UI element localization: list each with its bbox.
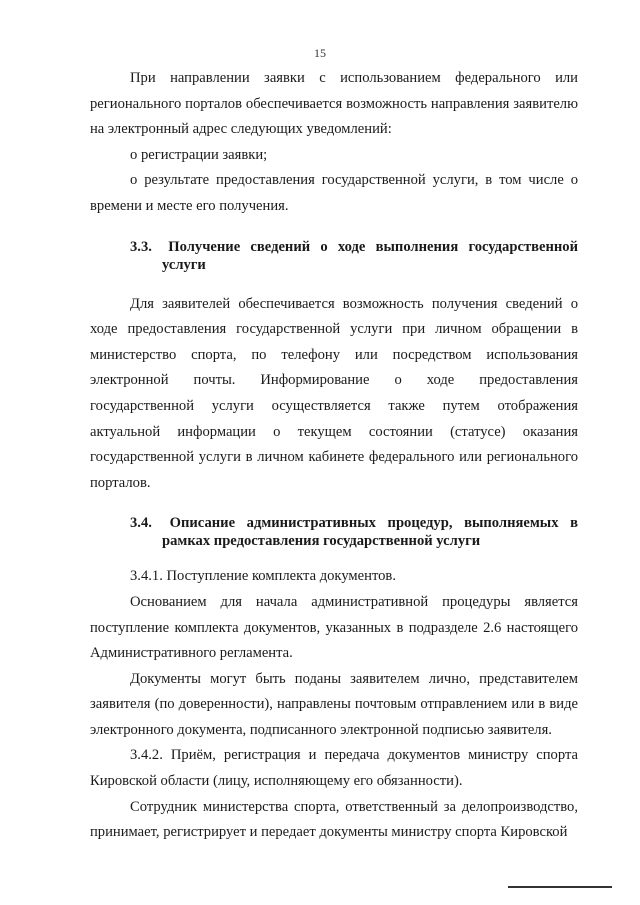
paragraph-notification-result: о результате предоставления государственной услуги, в том числе о времени и месте его получения. [90,172,578,214]
document-body [90,66,578,846]
section-3-4-heading-cont [90,532,578,550]
section-3-4-heading [90,514,578,532]
section-3-3-title-line1: Получение сведений о ходе выполнения государственной [168,238,578,255]
paragraph-3-4-2: 3.4.2. Приём, регистрация и передача документов министру спорта Кировской области (лицу, исполняющему его обязанности). [90,747,578,790]
section-3-3-title-line2: услуги [162,256,206,273]
page-number: 15 [314,46,326,60]
section-3-4-number: 3.4. [130,515,152,532]
section-3-3-paragraph: Для заявителей обеспечивается возможность получения сведений о ходе предоставления государственной услуги при личном обращении в министерство спорта, по телефону или посредством использования электронной почты. Информирование о ходе предоставления государственной услуги осуществляется также путем отображения актуальной информации о текущем состоянии (статусе) оказания государственной услуги в личном кабинете федерального или регионального порталов. [90,295,578,491]
paragraph-clerk-duties: Сотрудник министерства спорта, ответственный за делопроизводство, принимает, регистрирует и передает документы министру спорта Кировской [90,798,578,841]
section-3-4-title-line1: Описание административных процедур, выполняемых в [169,515,578,532]
section-3-3-heading [90,238,578,256]
section-3-4-title-line2: рамках предоставления государственной услуги [162,533,481,550]
section-3-3-number: 3.3. [130,238,152,255]
footer-rule [508,886,612,888]
paragraph-document-submission: Документы могут быть поданы заявителем лично, представителем заявителя (по доверенности), направлены почтовым отправлением или в виде электронного документа, подписанного электронной подписью заявителя. [90,670,578,738]
paragraph-procedure-basis: Основанием для начала административной процедуры является поступление комплекта документов, указанных в подразделе 2.6 настоящего Административного регламента. [90,593,578,662]
section-3-3-heading-cont [90,256,578,274]
paragraph-notification-registration: о регистрации заявки; [130,146,268,163]
paragraph-notification-intro: При направлении заявки с использованием федерального или регионального порталов обеспечивается возможность направления заявителю на электронный адрес следующих уведомлений: [90,70,578,138]
paragraph-3-4-1: 3.4.1. Поступление комплекта документов. [130,568,396,585]
